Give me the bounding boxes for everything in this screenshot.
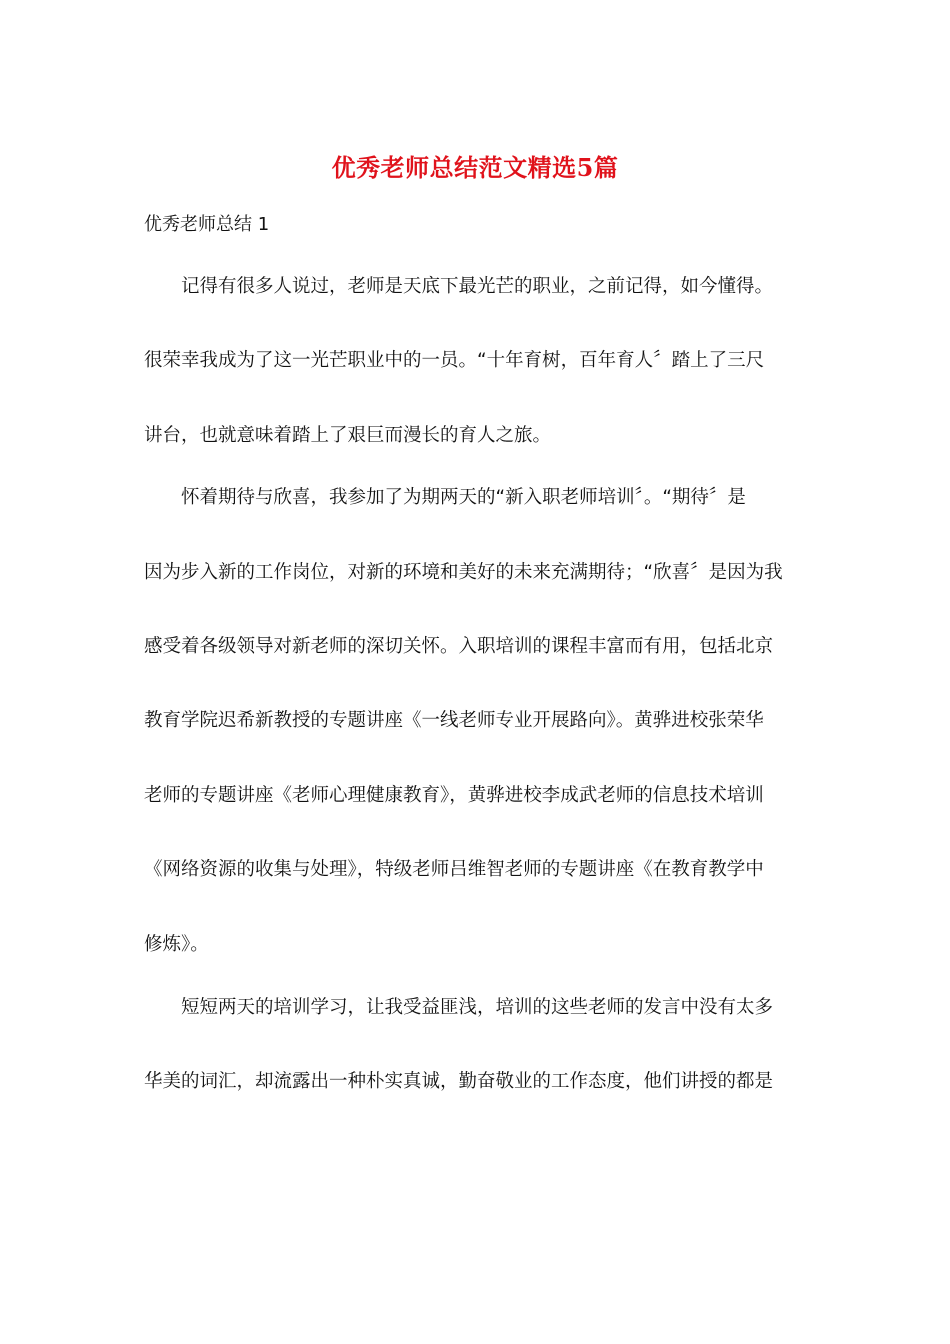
paragraph-line: 记得有很多人说过，老师是天底下最光芒的职业，之前记得，如今懂得。 [181, 276, 774, 297]
paragraph-line: 华美的词汇，却流露出一种朴实真诚，勤奋敬业的工作态度，他们讲授的都是 [144, 1071, 774, 1092]
paragraph-line: 修炼》。 [144, 934, 209, 955]
paragraph-line: 短短两天的培训学习，让我受益匪浅，培训的这些老师的发言中没有太多 [181, 997, 774, 1018]
paragraph-line: 怀着期待与欣喜，我参加了为期两天的“新入职老师培训〞。“期待〞是 [181, 487, 746, 508]
paragraph-line: 因为步入新的工作岗位，对新的环境和美好的未来充满期待；“欣喜〞是因为我 [144, 562, 783, 583]
paragraph-line: 很荣幸我成为了这一光芒职业中的一员。“十年育树，百年育人〞踏上了三尺 [144, 350, 765, 371]
document-title: 优秀老师总结范文精选5篇 [331, 153, 619, 182]
section-heading: 优秀老师总结 1 [144, 214, 270, 235]
paragraph-line: 讲台，也就意味着踏上了艰巨而漫长的育人之旅。 [144, 425, 552, 446]
paragraph-line: 教育学院迟希新教授的专题讲座《一线老师专业开展路向》。黄骅进校张荣华 [144, 710, 764, 731]
paragraph-line: 老师的专题讲座《老师心理健康教育》，黄骅进校李成武老师的信息技术培训 [144, 785, 764, 806]
paragraph-line: 《网络资源的收集与处理》，特级老师吕维智老师的专题讲座《在教育教学中 [144, 859, 764, 880]
paragraph-line: 感受着各级领导对新老师的深切关怀。入职培训的课程丰富而有用，包括北京 [144, 636, 774, 657]
